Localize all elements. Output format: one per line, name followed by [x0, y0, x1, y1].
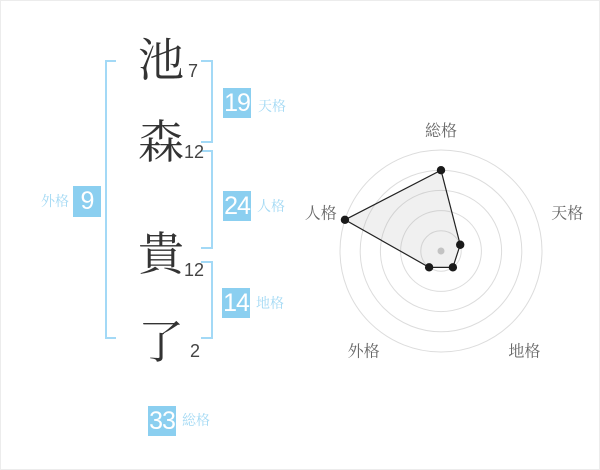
stroke-count: 2	[190, 341, 201, 361]
stroke-count: 12	[184, 260, 205, 280]
radar-chart	[301, 106, 600, 396]
radar-axis-label: 外格	[347, 343, 380, 361]
radar-axis-label: 総格	[424, 123, 458, 140]
chikaku-badge: 14	[223, 289, 249, 317]
chikaku-label: 地格	[256, 295, 284, 311]
gaikaku-label: 外格	[41, 193, 69, 209]
stroke-count: 12	[184, 142, 205, 162]
radar-axis-label: 人格	[304, 205, 337, 223]
name-character: 森	[138, 116, 184, 168]
radar-axis-label: 天格	[551, 205, 584, 223]
jinkaku-badge: 24	[224, 192, 250, 220]
radar-axis-label: 地格	[508, 343, 541, 361]
name-character: 池	[138, 34, 184, 86]
stroke-count: 7	[188, 61, 199, 81]
name-character: 了	[138, 316, 184, 368]
gaikaku-bracket	[105, 60, 116, 339]
tenkaku-badge: 19	[224, 89, 250, 117]
jinkaku-label: 人格	[257, 198, 285, 214]
name-character: 貴	[138, 228, 184, 280]
soukaku-label: 総格	[182, 412, 210, 428]
gaikaku-badge: 9	[73, 186, 101, 217]
soukaku-badge: 33	[149, 407, 175, 435]
tenkaku-label: 天格	[258, 98, 286, 114]
